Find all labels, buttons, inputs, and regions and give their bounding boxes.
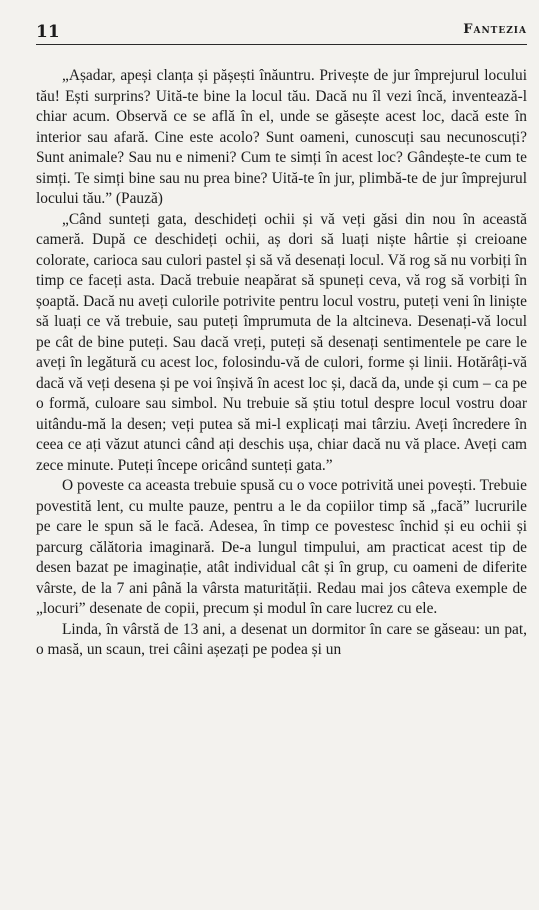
paragraph-drawing-instructions: „Când sunteți gata, deschideți ochii și vă veți găsi din nou în această cameră. După ce deschideți ochii, aș dori să luați niște hârtie și creioane colorate, carioca sau culori pastel și să vă desenați locul. Vă rog să nu vorbiți în timp ce faceți asta. Dacă trebuie neapărat să spuneți ceva, vă rog să vorbiți în șoaptă. Dacă nu aveți culorile potrivite pentru locul vostru, puteți veni în liniște să luați ce vă trebuie, sau puteți împrumuta de la altcineva. Desenați-vă locul pe cât de bine puteți. Sau dacă vreți, puteți să desenați sentimentele pe care le aveți în legătură cu acest loc, folosindu-vă de culori, forme și linii. Hotărâți-vă dacă vă veți desena și pe voi înșivă în acest loc și, dacă da, unde și cum – ca pe o formă, culoare sau simbol. Nu trebuie să știu totul despre locul vostru doar uitându-mă la desen; veți putea să mi-l explicați mai târziu. Aveți încredere în ceea ce ați văzut atunci când ați deschis ușa, chiar dacă nu vă place. Aveți cam zece minute. Puteți începe oricând sunteți gata.”	[36, 210, 527, 474]
paragraph-imagination-dialogue: „Așadar, apeși clanța și pășești înăuntru. Privește de jur împrejurul locului tău! Ești surprins? Uită-te bine la locul tău. Dacă nu îl vezi încă, inventează-l chiar acum. Observă ce se află în el, unde se găsește acest loc, dacă este în interior sau afară. Cine este acolo? Sunt oameni, cunoscuți sau necunoscuți? Sunt animale? Sau nu e nimeni? Cum te simți în acest loc? Gândește-te cum te simți. Te simți bine sau nu prea bine? Uită-te în jur, plimbă-te de jur împrejurul locului tău.” (Pauză)	[36, 67, 527, 207]
body-text	[36, 66, 527, 661]
paragraph-storytelling-notes: O poveste ca aceasta trebuie spusă cu o voce potrivită unei povești. Trebuie povestită lent, cu multe pauze, pentru a le da copiilor timp să „facă” lucrurile pe care le spun să le facă. Adesea, în timp ce povestesc închid și eu ochii și parcurg călătoria imaginară. De-a lungul timpului, am practicat acest tip de desen bazat pe imaginație, atât individual cât și în grup, cu oameni de diferite vârste, de la 7 ani până la vârsta maturității. Redau mai jos câteva exemple de „locuri” desenate de copii, precum și modul în care lucrez cu ele.	[36, 477, 527, 617]
paragraph-linda-example: Linda, în vârstă de 13 ani, a desenat un dormitor în care se găseau: un pat, o masă, un scaun, trei câini așezați pe podea și un	[36, 620, 527, 658]
page-header	[36, 18, 527, 45]
page-number: 11	[36, 22, 60, 42]
running-title: Fantezia	[463, 22, 527, 37]
